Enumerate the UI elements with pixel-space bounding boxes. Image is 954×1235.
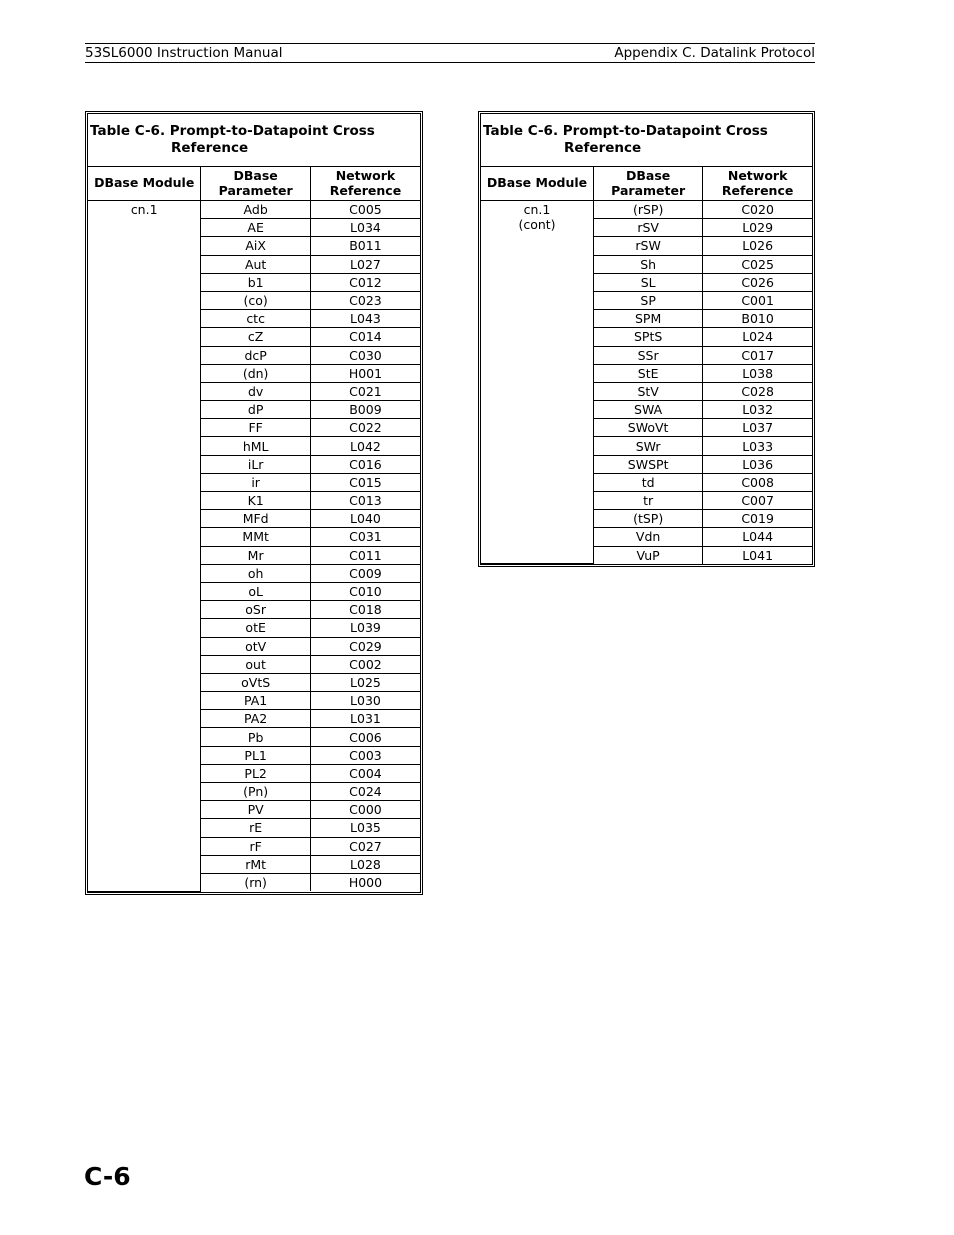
network-reference-cell: C001 (703, 291, 812, 309)
network-reference-cell: B009 (310, 401, 420, 419)
table-caption (481, 114, 812, 167)
column-header-network-reference: Network Reference (310, 167, 420, 201)
network-reference-cell: C023 (310, 291, 420, 309)
network-reference-cell: L043 (310, 310, 420, 328)
table-caption-line-2: Reference (171, 140, 249, 156)
network-reference-cell: L024 (703, 328, 812, 346)
dbase-parameter-cell: Mr (201, 546, 311, 564)
dbase-parameter-cell: ir (201, 473, 311, 491)
dbase-parameter-cell: SWoVt (594, 419, 703, 437)
dbase-parameter-cell: StE (594, 364, 703, 382)
table-row (88, 201, 420, 219)
network-reference-cell: B010 (703, 310, 812, 328)
network-reference-cell: L028 (310, 855, 420, 873)
network-reference-cell: B011 (310, 237, 420, 255)
network-reference-cell: C011 (310, 546, 420, 564)
network-reference-cell: L029 (703, 219, 812, 237)
column-header-dbase-module: DBase Module (88, 167, 201, 201)
dbase-parameter-cell: SSr (594, 346, 703, 364)
table-caption-line-2: Reference (564, 140, 642, 156)
dbase-parameter-cell: b1 (201, 273, 311, 291)
dbase-parameter-cell: Adb (201, 201, 311, 219)
dbase-parameter-cell: (co) (201, 291, 311, 309)
network-reference-cell: L036 (703, 455, 812, 473)
dbase-parameter-cell: MMt (201, 528, 311, 546)
appendix-title: Appendix C. Datalink Protocol (614, 45, 815, 61)
dbase-parameter-cell: SWA (594, 401, 703, 419)
network-reference-cell: L040 (310, 510, 420, 528)
network-reference-cell: C007 (703, 492, 812, 510)
dbase-parameter-cell: hML (201, 437, 311, 455)
network-reference-cell: C018 (310, 601, 420, 619)
manual-title: 53SL6000 Instruction Manual (85, 45, 283, 61)
network-reference-cell: L033 (703, 437, 812, 455)
dbase-parameter-cell: StV (594, 382, 703, 400)
network-reference-cell: L042 (310, 437, 420, 455)
dbase-parameter-cell: MFd (201, 510, 311, 528)
dbase-module-cell (88, 201, 201, 892)
module-name: cn.1 (523, 202, 551, 217)
dbase-parameter-cell: SPM (594, 310, 703, 328)
table-caption-line-1: Table C-6. Prompt-to-Datapoint Cross (90, 123, 375, 139)
network-reference-cell: L039 (310, 619, 420, 637)
dbase-parameter-cell: SWr (594, 437, 703, 455)
dbase-parameter-cell: Sh (594, 255, 703, 273)
dbase-parameter-cell: AiX (201, 237, 311, 255)
network-reference-cell: C004 (310, 764, 420, 782)
dbase-parameter-cell: cZ (201, 328, 311, 346)
dbase-parameter-cell: SWSPt (594, 455, 703, 473)
dbase-parameter-cell: rMt (201, 855, 311, 873)
network-reference-cell: C027 (310, 837, 420, 855)
network-reference-cell: H001 (310, 364, 420, 382)
network-reference-cell: C020 (703, 201, 812, 219)
page-number: C-6 (84, 1162, 131, 1191)
network-reference-cell: C022 (310, 419, 420, 437)
network-reference-cell: C006 (310, 728, 420, 746)
network-reference-cell: L031 (310, 710, 420, 728)
network-reference-cell: C013 (310, 492, 420, 510)
dbase-parameter-cell: dcP (201, 346, 311, 364)
module-continuation: (cont) (518, 217, 556, 232)
network-reference-cell: C026 (703, 273, 812, 291)
network-reference-cell: H000 (310, 873, 420, 891)
dbase-parameter-cell: dv (201, 382, 311, 400)
dbase-parameter-cell: PL2 (201, 764, 311, 782)
network-reference-cell: C003 (310, 746, 420, 764)
prompt-datapoint-table (88, 114, 420, 892)
network-reference-cell: L041 (703, 546, 812, 564)
dbase-parameter-cell: oVtS (201, 673, 311, 691)
dbase-parameter-cell: SL (594, 273, 703, 291)
network-reference-cell: C014 (310, 328, 420, 346)
dbase-parameter-cell: FF (201, 419, 311, 437)
dbase-parameter-cell: (rSP) (594, 201, 703, 219)
network-reference-cell: L035 (310, 819, 420, 837)
dbase-parameter-cell: rF (201, 837, 311, 855)
dbase-parameter-cell: AE (201, 219, 311, 237)
network-reference-cell: C002 (310, 655, 420, 673)
network-reference-cell: L037 (703, 419, 812, 437)
network-reference-cell: C025 (703, 255, 812, 273)
dbase-parameter-cell: otE (201, 619, 311, 637)
column-header-dbase-module: DBase Module (481, 167, 594, 201)
dbase-parameter-cell: Vdn (594, 528, 703, 546)
network-reference-cell: L025 (310, 673, 420, 691)
dbase-parameter-cell: PV (201, 801, 311, 819)
network-reference-cell: C000 (310, 801, 420, 819)
network-reference-cell: C015 (310, 473, 420, 491)
prompt-datapoint-table (481, 114, 812, 564)
dbase-parameter-cell: (Pn) (201, 783, 311, 801)
dbase-parameter-cell: SPtS (594, 328, 703, 346)
dbase-parameter-cell: (rn) (201, 873, 311, 891)
dbase-parameter-cell: PL1 (201, 746, 311, 764)
dbase-parameter-cell: PA2 (201, 710, 311, 728)
network-reference-cell: C024 (310, 783, 420, 801)
network-reference-cell: C016 (310, 455, 420, 473)
dbase-parameter-cell: Pb (201, 728, 311, 746)
dbase-module-cell (481, 201, 594, 564)
column-header-network-reference: Network Reference (703, 167, 812, 201)
network-reference-cell: L026 (703, 237, 812, 255)
dbase-parameter-cell: (dn) (201, 364, 311, 382)
table-caption (88, 114, 420, 167)
dbase-parameter-cell: ctc (201, 310, 311, 328)
running-header (85, 43, 815, 63)
network-reference-cell: C008 (703, 473, 812, 491)
dbase-parameter-cell: oh (201, 564, 311, 582)
dbase-parameter-cell: rE (201, 819, 311, 837)
dbase-parameter-cell: K1 (201, 492, 311, 510)
dbase-parameter-cell: oSr (201, 601, 311, 619)
dbase-parameter-cell: out (201, 655, 311, 673)
dbase-parameter-cell: rSV (594, 219, 703, 237)
network-reference-cell: C010 (310, 582, 420, 600)
network-reference-cell: C021 (310, 382, 420, 400)
dbase-parameter-cell: oL (201, 582, 311, 600)
network-reference-cell: C029 (310, 637, 420, 655)
cross-reference-table-part-2 (478, 111, 815, 567)
cross-reference-table-part-1 (85, 111, 423, 895)
network-reference-cell: L044 (703, 528, 812, 546)
dbase-parameter-cell: PA1 (201, 692, 311, 710)
network-reference-cell: C005 (310, 201, 420, 219)
table-row (481, 201, 812, 219)
network-reference-cell: C030 (310, 346, 420, 364)
network-reference-cell: L038 (703, 364, 812, 382)
column-header-dbase-parameter: DBase Parameter (201, 167, 311, 201)
network-reference-cell: L027 (310, 255, 420, 273)
dbase-parameter-cell: VuP (594, 546, 703, 564)
dbase-parameter-cell: (tSP) (594, 510, 703, 528)
dbase-parameter-cell: otV (201, 637, 311, 655)
network-reference-cell: C017 (703, 346, 812, 364)
network-reference-cell: C028 (703, 382, 812, 400)
network-reference-cell: C019 (703, 510, 812, 528)
dbase-parameter-cell: rSW (594, 237, 703, 255)
network-reference-cell: L034 (310, 219, 420, 237)
network-reference-cell: C031 (310, 528, 420, 546)
dbase-parameter-cell: td (594, 473, 703, 491)
dbase-parameter-cell: dP (201, 401, 311, 419)
table-caption-line-1: Table C-6. Prompt-to-Datapoint Cross (483, 123, 768, 139)
dbase-parameter-cell: Aut (201, 255, 311, 273)
network-reference-cell: C009 (310, 564, 420, 582)
column-header-dbase-parameter: DBase Parameter (594, 167, 703, 201)
network-reference-cell: C012 (310, 273, 420, 291)
module-name: cn.1 (130, 202, 158, 217)
dbase-parameter-cell: tr (594, 492, 703, 510)
dbase-parameter-cell: iLr (201, 455, 311, 473)
network-reference-cell: L030 (310, 692, 420, 710)
network-reference-cell: L032 (703, 401, 812, 419)
dbase-parameter-cell: SP (594, 291, 703, 309)
